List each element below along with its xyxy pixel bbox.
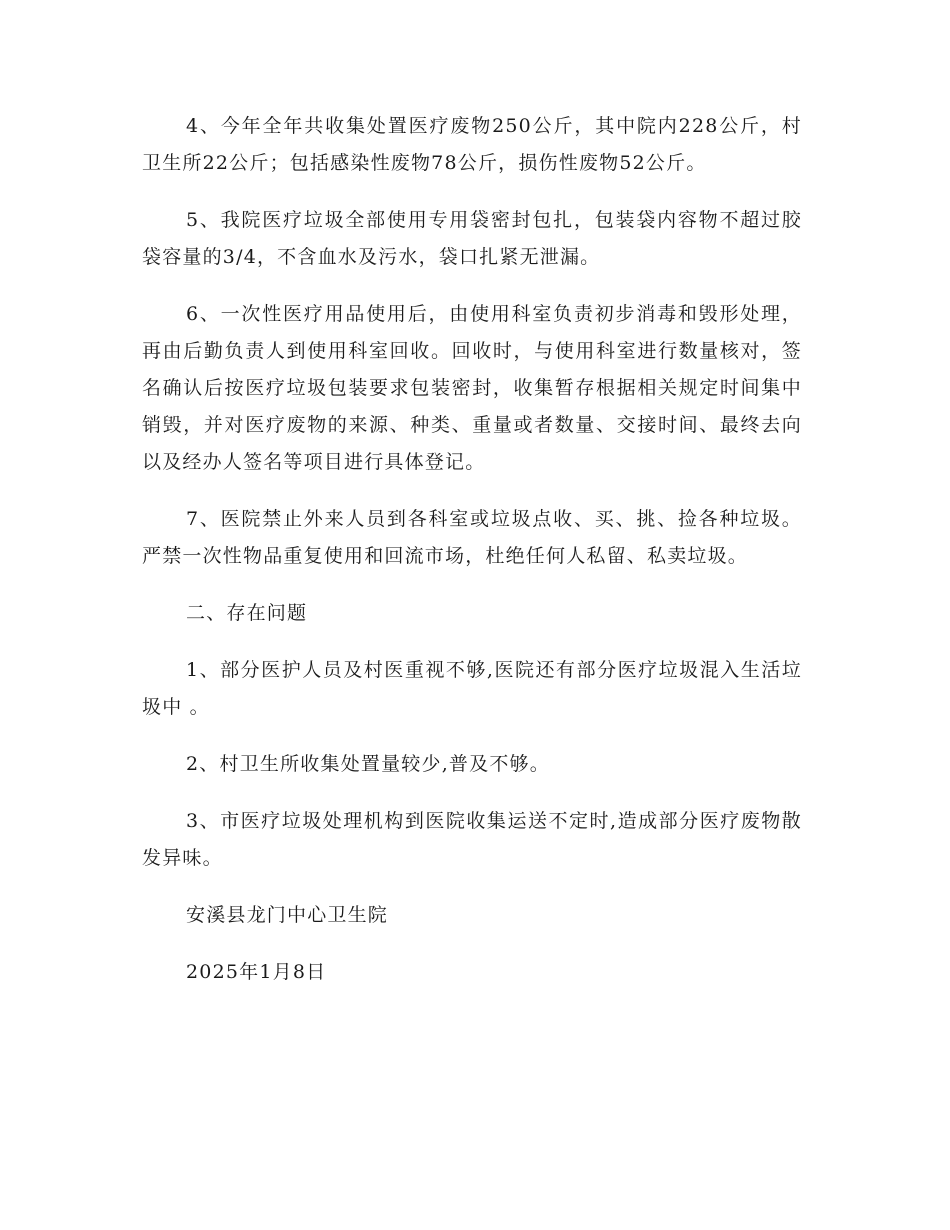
document-body [142, 108, 802, 1011]
problem-item-2: 2、村卫生所收集处置量较少,普及不够。 [186, 753, 550, 775]
paragraph-item-6: 6、一次性医疗用品使用后，由使用科室负责初步消毒和毁形处理，再由后勤负责人到使用科室回收。回收时，与使用科室进行数量核对，签名确认后按医疗垃圾包装要求包装密封，收集暂存根据相关规定时间集中销毁，并对医疗废物的来源、种类、重量或者数量、交接时间、最终去向以及经办人签名等项目进行具体登记。 [142, 303, 802, 473]
paragraph-item-5: 5、我院医疗垃圾全部使用专用袋密封包扎，包装袋内容物不超过胶袋容量的3/4，不含血水及污水，袋口扎紧无泄漏。 [142, 209, 802, 268]
problem-item-1: 1、部分医护人员及村医重视不够,医院还有部分医疗垃圾混入生活垃圾中 。 [142, 659, 802, 718]
signature-date: 2025年1月8日 [186, 961, 327, 983]
signature-organization: 安溪县龙门中心卫生院 [186, 904, 389, 926]
paragraph-item-7: 7、医院禁止外来人员到各科室或垃圾点收、买、挑、捡各种垃圾。严禁一次性物品重复使用和回流市场，杜绝任何人私留、私卖垃圾。 [142, 508, 802, 567]
section-heading-problems: 二、存在问题 [186, 602, 308, 624]
paragraph-item-4: 4、今年全年共收集处置医疗废物250公斤，其中院内228公斤，村卫生所22公斤；包括感染性废物78公斤，损伤性废物52公斤。 [142, 115, 802, 174]
problem-item-3: 3、市医疗垃圾处理机构到医院收集运送不定时,造成部分医疗废物散发异味。 [142, 810, 802, 869]
